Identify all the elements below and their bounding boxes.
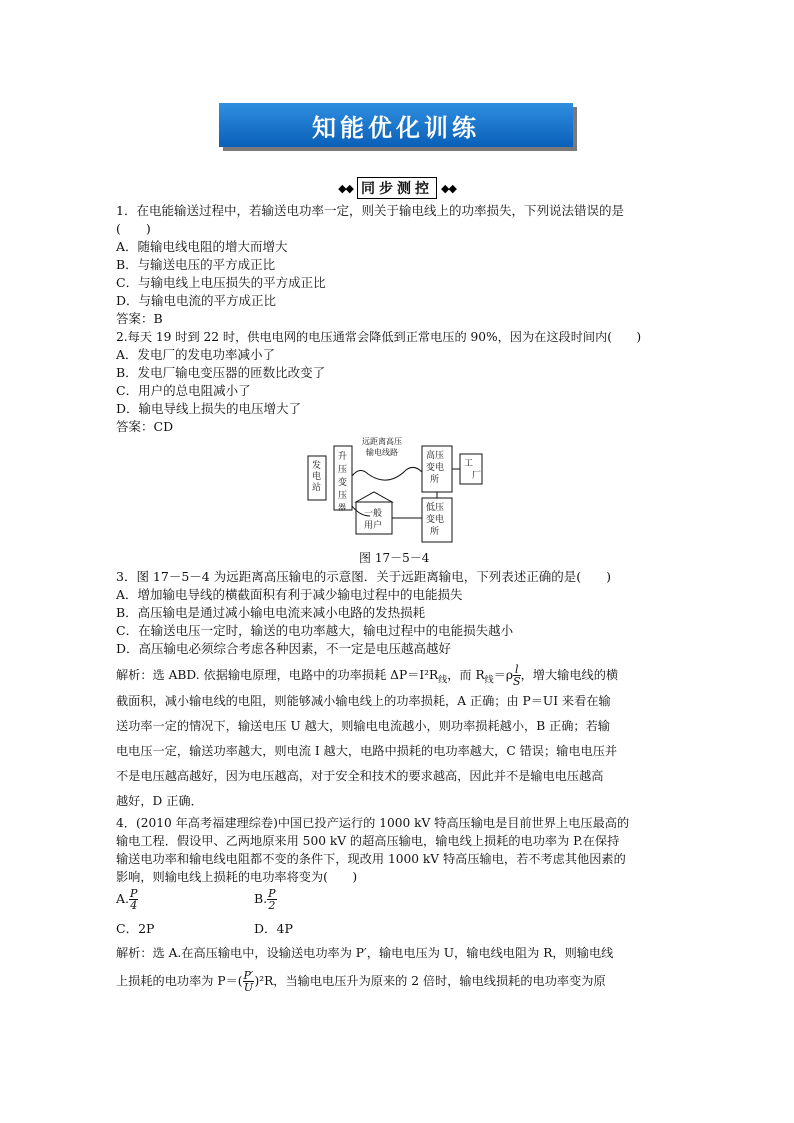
- q4-option-a: A. $\frac{P}{4}$: [116, 887, 138, 912]
- q4-solution-fraction: $\frac{P'}{U}$: [243, 969, 254, 994]
- section-left-deco: ◆◆: [338, 181, 353, 195]
- svg-text:变电: 变电: [426, 463, 445, 473]
- svg-text:压: 压: [338, 465, 348, 475]
- svg-text:压: 压: [338, 491, 348, 501]
- q3-stem: 3．图 17－5－4 为远距离高压输电的示意图．关于远距离输电，下列表述正确的是( ): [116, 569, 611, 584]
- q4-option-d: D．4P: [254, 921, 293, 936]
- q4-solution-line-1: 解析：选 A.在高压输电中，设输送电功率为 P′，输电电压为 U，输电线电阻为 R，则输电线: [116, 946, 614, 960]
- section-title: 同步测控: [357, 177, 437, 199]
- q3-sol-part-1: 解析：选 ABD. 依据输电原理，电路中的功率损耗 ΔP＝I²R: [116, 668, 439, 682]
- q3-solution-line-1: [116, 664, 618, 689]
- q2-option-a: A．发电厂的发电功率减小了: [116, 347, 276, 362]
- q3-solution-line-6: 越好，D 正确．: [116, 794, 203, 808]
- q3-fraction: $\frac{l}{S}$: [513, 663, 521, 688]
- q4-option-b: B. $\frac{P}{2}$: [254, 887, 276, 912]
- q2-answer: 答案：CD: [116, 419, 174, 434]
- q2-option-d: D．输电导线上损失的电压增大了: [116, 401, 302, 416]
- section-right-deco: ◆◆: [441, 181, 456, 195]
- plant-label-1: 发: [312, 461, 322, 471]
- q1-answer: 答案：B: [116, 311, 163, 326]
- q4-stem-2: 输电工程．假设甲、乙两地原来用 500 kV 的超高压输电，输电线上损耗的电功率为 P.在保持: [116, 834, 620, 848]
- q4-option-c: C．2P: [116, 921, 155, 936]
- q2-option-c: C．用户的总电阻减小了: [116, 383, 251, 398]
- plant-label-2: 电: [312, 472, 322, 482]
- svg-text:用户: 用户: [364, 521, 383, 531]
- page-banner: [219, 103, 573, 147]
- q1-option-a: A．随输电线电阻的增大而增大: [116, 239, 288, 254]
- q3-option-d: D．高压输电必须综合考虑各种因素，不一定是电压越高越好: [116, 641, 452, 656]
- q4-stem-1: 4．(2010 年高考福建理综卷)中国已投产运行的 1000 kV 特高压输电是目前世界上电压最高的: [116, 816, 630, 830]
- svg-text:所: 所: [430, 527, 440, 537]
- q3-option-b: B．高压输电是通过减小输电电流来减小电路的发热损耗: [116, 605, 426, 620]
- q3-sol-part-3: ＝ρ: [493, 668, 514, 682]
- q2-stem: 2.每天 19 时到 22 时，供电电网的电压通常会降低到正常电压的 90%，因为在这段时间内( ): [116, 330, 642, 344]
- user-roof: [356, 492, 392, 502]
- svg-text:器: 器: [338, 503, 346, 512]
- line-label-2: 输电线路: [366, 448, 398, 457]
- q1-option-b: B．与输送电压的平方成正比: [116, 257, 276, 272]
- q1-stem: 1．在电能输送过程中，若输送电功率一定，则关于输电线上的功率损失，下列说法错误的是: [116, 203, 624, 218]
- q3-solution-line-4: 电电压一定，输送功率越大，则电流 I 越大，电路中损耗的电功率越大，C 错误；输电电压并: [116, 744, 618, 758]
- q3-sol-part-2: ，而 R: [447, 668, 485, 682]
- figure-caption: 图 17－5－4: [359, 551, 430, 565]
- q1-option-d: D．与输电电流的平方成正比: [116, 293, 277, 308]
- svg-text:变: 变: [338, 478, 348, 488]
- section-header: [310, 178, 484, 198]
- svg-text:升: 升: [338, 452, 348, 462]
- q3-sub-1: 线: [438, 675, 448, 686]
- q4-option-a-fraction: $\frac{P}{4}$: [130, 887, 138, 912]
- q2-option-b: B．发电厂输电变压器的匝数比改变了: [116, 365, 326, 380]
- transmission-line: [352, 467, 422, 480]
- q3-option-a: A．增加输电导线的横截面积有利于减少输电过程中的电能损失: [116, 587, 463, 602]
- q4-stem-4: 影响，则输电线上损耗的电功率将变为( ): [116, 870, 358, 884]
- q3-sol-part-4: ，增大输电线的横: [520, 668, 619, 682]
- svg-text:低压: 低压: [426, 503, 445, 513]
- q4-option-b-fraction: $\frac{P}{2}$: [268, 887, 276, 912]
- svg-text:工: 工: [464, 459, 474, 469]
- svg-text:所: 所: [430, 475, 440, 485]
- svg-text:高压: 高压: [426, 451, 445, 461]
- q4-stem-3: 输送电功率和输电线电阻都不变的条件下，现改用 1000 kV 特高压输电，若不考虑其他因素的: [116, 852, 626, 866]
- transmission-diagram: [300, 436, 500, 544]
- q3-option-c: C．在输送电压一定时，输送的电功率越大，输电过程中的电能损失越小: [116, 623, 514, 638]
- q3-solution-line-2: 截面积，减小输电线的电阻，则能够减小输电线上的功率损耗，A 正确；由 P＝UI 来看在输: [116, 694, 611, 708]
- banner-title: 知能优化训练: [312, 113, 480, 142]
- plant-label-3: 站: [312, 483, 322, 493]
- svg-text:一般: 一般: [364, 509, 383, 519]
- svg-text:厂: 厂: [472, 471, 482, 481]
- q3-solution-line-5: 不是电压越高越好，因为电压越高，对于安全和技术的要求越高，因此并不是输电电压越高: [116, 769, 604, 783]
- q3-sub-2: 线: [484, 675, 494, 686]
- q1-option-c: C．与输电线上电压损失的平方成正比: [116, 275, 326, 290]
- q3-solution-line-3: 送功率一定的情况下，输送电压 U 越大，则输电电流越小，则功率损耗越小，B 正确；若输: [116, 719, 610, 733]
- svg-text:变电: 变电: [426, 515, 445, 525]
- q1-paren: ( ): [116, 221, 151, 236]
- line-label-1: 远距离高压: [362, 437, 402, 446]
- q4-solution-line-2: 上损耗的电功率为 P＝( $\frac{P'}{U}$ )²R，当输电电压升为原来的 2 倍时，输电线损耗的电功率变为原: [116, 969, 606, 994]
